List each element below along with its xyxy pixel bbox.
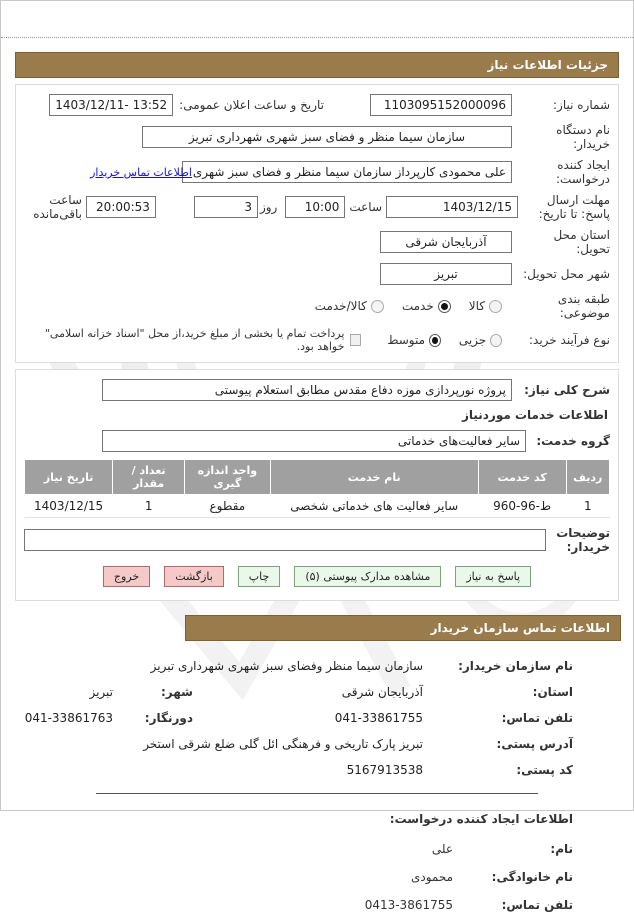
radio-medium-label: متوسط bbox=[387, 333, 426, 347]
print-button[interactable]: چاپ bbox=[238, 566, 281, 587]
row-request-creator bbox=[24, 158, 610, 186]
treasury-checkbox[interactable] bbox=[350, 334, 361, 346]
contact-org-label: نام سازمان خریدار: bbox=[458, 659, 573, 673]
service-group-label: گروه خدمت: bbox=[536, 434, 610, 448]
contact-postal-label: کد پستی: bbox=[516, 763, 573, 777]
buyer-org-field[interactable] bbox=[142, 126, 512, 148]
cell-service-name: سایر فعالیت های خدماتی شخصی bbox=[270, 495, 478, 518]
contact-postal-value: 5167913538 bbox=[346, 763, 423, 777]
creator-phone-row bbox=[21, 898, 573, 912]
row-response-deadline bbox=[24, 193, 610, 221]
radio-service-label: خدمت bbox=[401, 299, 434, 313]
col-service-code: کد خدمت bbox=[478, 460, 566, 495]
contact-section-header: اطلاعات تماس سازمان خریدار bbox=[185, 615, 621, 641]
buyer-contact-link[interactable]: اطلاعات تماس خریدار bbox=[90, 165, 192, 179]
row-classification bbox=[24, 292, 610, 320]
radio-medium[interactable] bbox=[429, 334, 441, 347]
radio-goods[interactable] bbox=[489, 300, 502, 313]
services-panel bbox=[15, 369, 619, 601]
col-row-number: ردیف bbox=[566, 460, 609, 495]
row-delivery-city bbox=[24, 263, 610, 285]
back-button[interactable]: بازگشت bbox=[164, 566, 224, 587]
view-attachments-button[interactable]: مشاهده مدارک پیوستی (۵) bbox=[294, 566, 441, 587]
need-description-label: شرح کلی نیاز: bbox=[524, 383, 610, 397]
need-details-panel bbox=[15, 84, 619, 363]
delivery-city-label: شهر محل تحویل: bbox=[523, 267, 610, 281]
deadline-hour-field[interactable] bbox=[285, 196, 345, 218]
process-type-label: نوع فرآیند خرید: bbox=[529, 333, 610, 347]
need-number-label: شماره نیاز: bbox=[553, 98, 610, 112]
contact-fax-value: 041-33861763 bbox=[24, 711, 113, 725]
request-creator-info bbox=[1, 808, 633, 912]
remaining-time-field[interactable] bbox=[86, 196, 156, 218]
creator-section-title: اطلاعات ایجاد کننده درخواست: bbox=[389, 812, 573, 826]
row-need-number bbox=[24, 94, 610, 116]
details-section-header: جزئیات اطلاعات نیاز bbox=[15, 52, 619, 78]
deadline-label: مهلت ارسال پاسخ: تا تاریخ: bbox=[538, 193, 610, 221]
contact-province-label: استان: bbox=[532, 685, 573, 699]
row-need-description bbox=[24, 379, 610, 401]
radio-goods-service[interactable] bbox=[371, 300, 384, 313]
creator-last-name-value: محمودی bbox=[410, 870, 453, 884]
treasury-note: پرداخت تمام یا بخشی از مبلغ خرید،از محل "اسناد خزانه اسلامی" خواهد بود. bbox=[44, 327, 345, 353]
exit-button[interactable]: خروج bbox=[103, 566, 150, 587]
col-service-name: نام خدمت bbox=[270, 460, 478, 495]
announce-datetime-label: تاریخ و ساعت اعلان عمومی: bbox=[179, 98, 324, 112]
respond-button[interactable]: پاسخ به نیاز bbox=[455, 566, 531, 587]
need-description-field[interactable] bbox=[102, 379, 512, 401]
services-table bbox=[24, 459, 610, 518]
radio-partial[interactable] bbox=[490, 334, 502, 347]
col-unit: واحد اندازه گیری bbox=[185, 460, 271, 495]
services-table-header-row bbox=[25, 460, 610, 495]
cell-quantity: 1 bbox=[113, 495, 185, 518]
buyer-notes-field[interactable] bbox=[24, 529, 546, 551]
top-strip bbox=[1, 1, 633, 38]
col-quantity: تعداد / مقدار bbox=[113, 460, 185, 495]
row-buyer-notes bbox=[24, 526, 610, 554]
table-row bbox=[25, 495, 610, 518]
contact-org-value: سازمان سیما منظر وفضای سبز شهری شهرداری تبریز bbox=[150, 659, 423, 673]
cell-service-code: ط-96-960 bbox=[478, 495, 566, 518]
action-buttons bbox=[24, 566, 610, 587]
classification-label: طبقه بندی موضوعی: bbox=[557, 292, 610, 320]
creator-phone-value: 0413-3861755 bbox=[364, 898, 453, 912]
section-divider bbox=[96, 793, 538, 794]
buyer-contact-info bbox=[1, 653, 633, 777]
cell-need-date: 1403/12/15 bbox=[25, 495, 113, 518]
announce-datetime-field[interactable] bbox=[49, 94, 173, 116]
row-delivery-province bbox=[24, 228, 610, 256]
contact-phone-label: تلفن تماس: bbox=[501, 711, 573, 725]
contact-province-value: آذربایجان شرقی bbox=[341, 685, 423, 699]
contact-address-label: آدرس پستی: bbox=[496, 737, 573, 751]
deadline-date-field[interactable] bbox=[386, 196, 518, 218]
creator-last-name-label: نام خانوادگی: bbox=[491, 870, 573, 884]
radio-partial-label: جزیی bbox=[458, 333, 487, 347]
remaining-time-label: ساعت باقی‌مانده bbox=[33, 193, 82, 221]
creator-first-name-value: علی bbox=[431, 842, 453, 856]
row-process-type bbox=[24, 327, 610, 353]
creator-first-name-row bbox=[21, 842, 573, 856]
contact-fax-label: دورنگار: bbox=[144, 711, 193, 725]
creator-phone-label: تلفن تماس: bbox=[501, 898, 573, 912]
radio-service[interactable] bbox=[438, 300, 451, 313]
request-creator-label: ایجاد کننده درخواست: bbox=[556, 158, 610, 186]
buyer-notes-label: توضیحات خریدار: bbox=[556, 526, 610, 554]
contact-phone-value: 041-33861755 bbox=[334, 711, 423, 725]
creator-first-name-label: نام: bbox=[550, 842, 573, 856]
buyer-org-label: نام دستگاه خریدار: bbox=[556, 123, 610, 151]
row-service-group bbox=[24, 430, 610, 452]
contact-address-value: تبریز پارک تاریخی و فرهنگی ائل گلی ضلع شرقی استخر bbox=[143, 737, 423, 751]
service-group-field[interactable] bbox=[102, 430, 526, 452]
deadline-days-field[interactable] bbox=[194, 196, 258, 218]
radio-goods-service-label: کالا/خدمت bbox=[314, 299, 367, 313]
cell-row-number: 1 bbox=[566, 495, 609, 518]
deadline-hour-label: ساعت bbox=[349, 200, 382, 214]
need-number-field[interactable] bbox=[370, 94, 512, 116]
radio-goods-label: کالا bbox=[468, 299, 485, 313]
contact-city-value: تبریز bbox=[89, 685, 113, 699]
cell-unit: مقطوع bbox=[185, 495, 271, 518]
delivery-province-field[interactable] bbox=[380, 231, 512, 253]
request-creator-field[interactable] bbox=[182, 161, 512, 183]
col-need-date: تاریخ نیاز bbox=[25, 460, 113, 495]
deadline-day-label: روز bbox=[259, 200, 278, 214]
delivery-city-field[interactable] bbox=[380, 263, 512, 285]
row-buyer-org bbox=[24, 123, 610, 151]
creator-last-name-row bbox=[21, 870, 573, 884]
services-section-title: اطلاعات خدمات موردنیاز bbox=[461, 408, 608, 422]
delivery-province-label: استان محل تحویل: bbox=[553, 228, 610, 256]
contact-city-label: شهر: bbox=[161, 685, 193, 699]
